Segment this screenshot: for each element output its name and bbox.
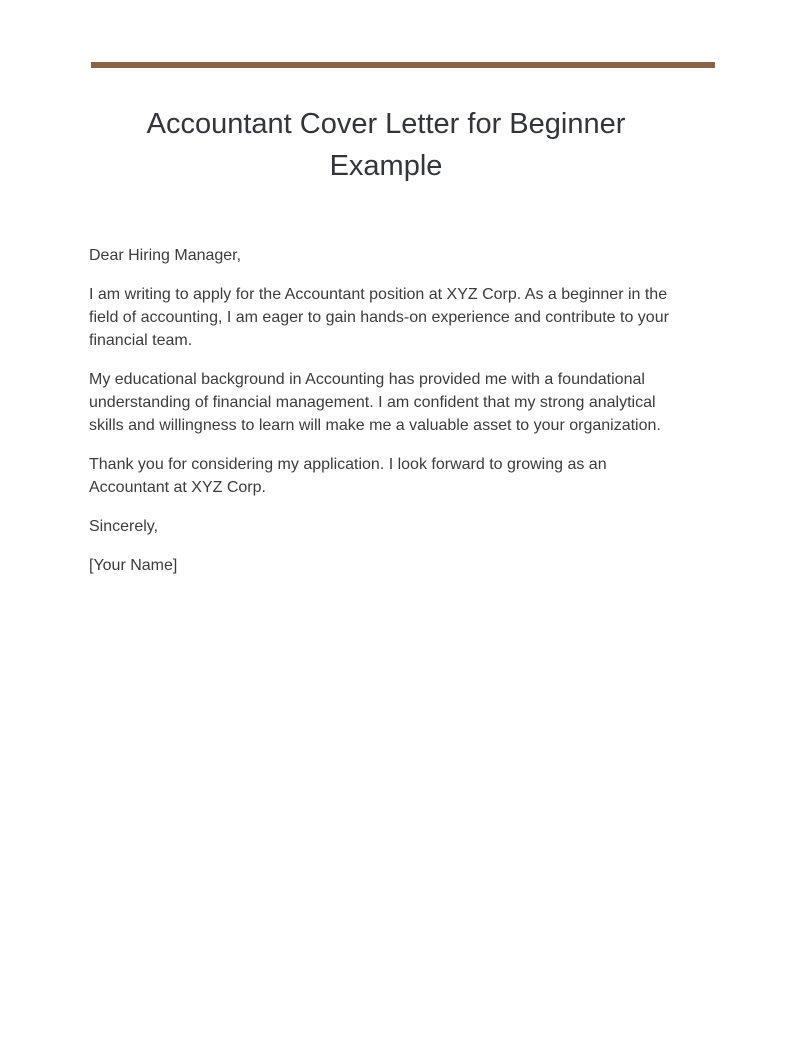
- paragraph-thanks: Thank you for considering my application. I look forward to growing as an Accountant at XYZ Corp.: [89, 456, 607, 496]
- paragraph-intro: I am writing to apply for the Accountant position at XYZ Corp. As a beginner in the field of accounting, I am eager to gain hands-on experience and contribute to your financial team.: [89, 286, 669, 349]
- header-divider-bar: [91, 62, 715, 68]
- letter-body: [89, 244, 689, 593]
- paragraph-background: My educational background in Accounting has provided me with a foundational understanding of financial management. I am confident that my strong analytical skills and willingness to learn will make me a valuable asset to your organization.: [89, 371, 661, 434]
- closing: Sincerely,: [89, 518, 159, 535]
- signature: [Your Name]: [89, 557, 178, 574]
- greeting: Dear Hiring Manager,: [89, 247, 242, 264]
- page-title: Accountant Cover Letter for Beginner Example: [146, 108, 626, 182]
